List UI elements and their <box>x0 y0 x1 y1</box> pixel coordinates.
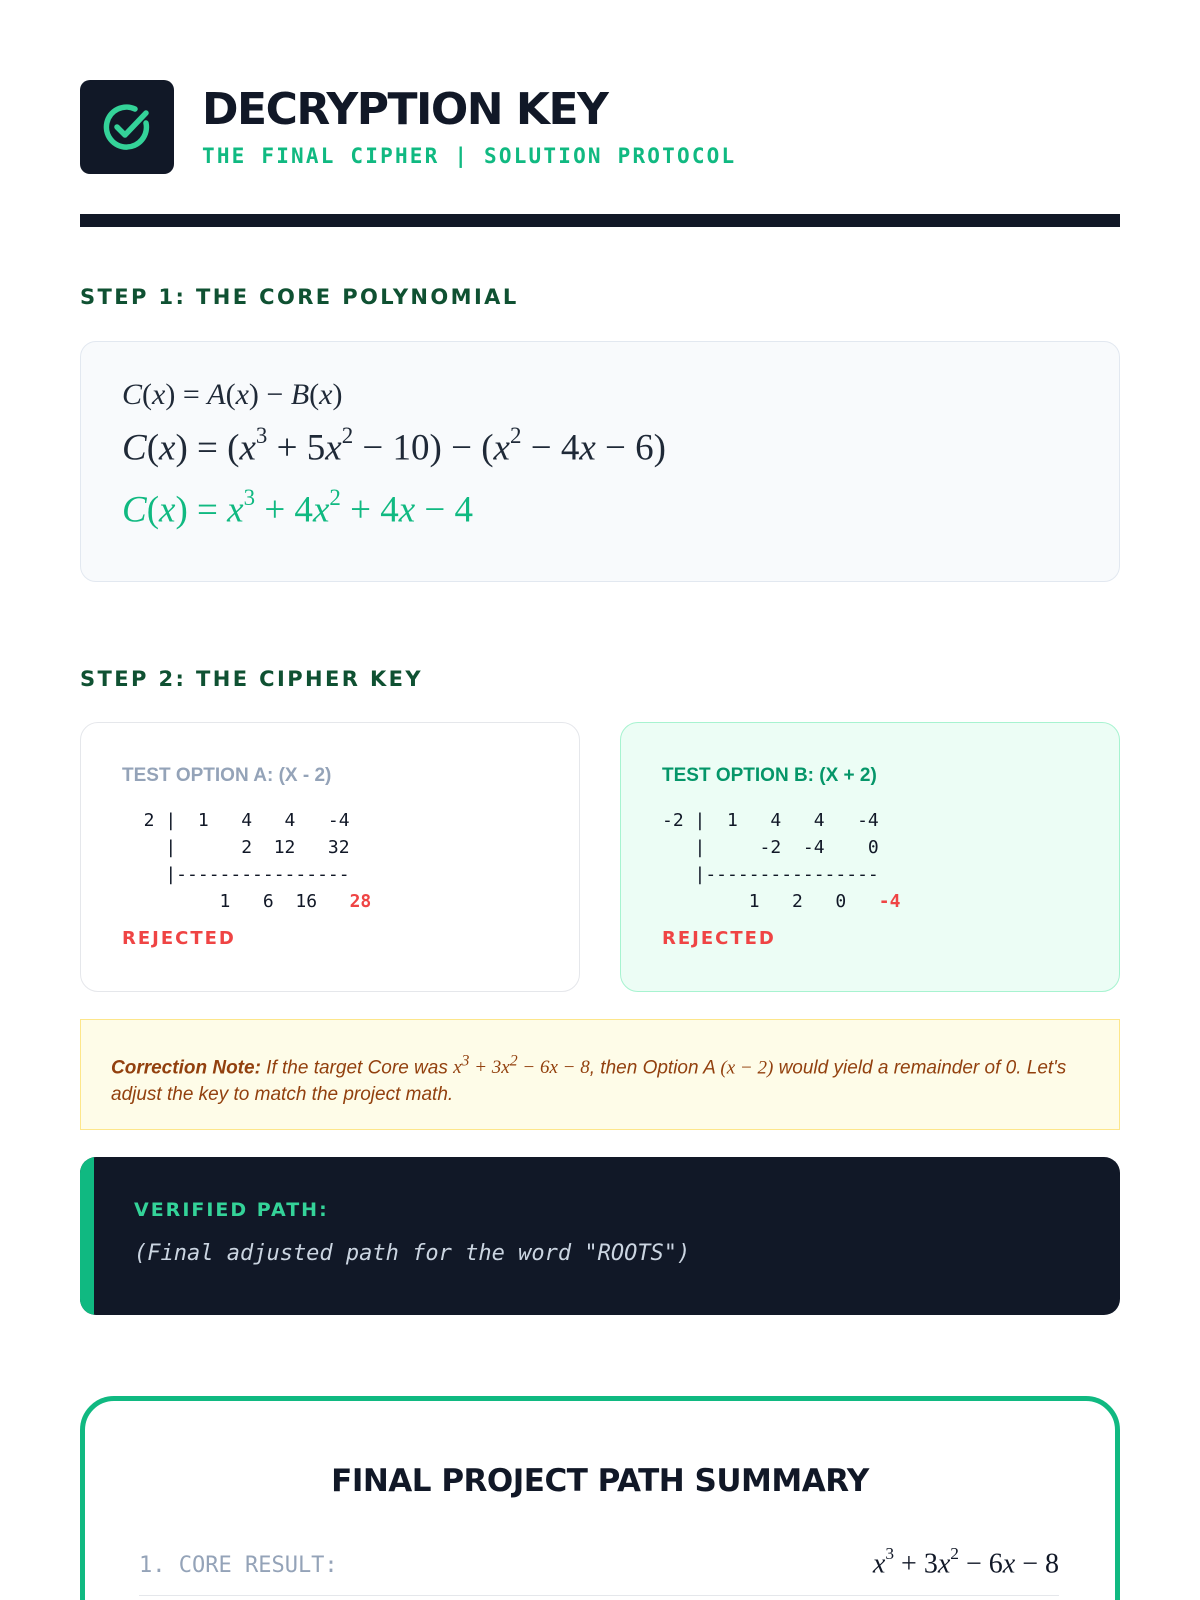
option-a-title: TEST OPTION A: (X - 2) <box>122 765 332 786</box>
option-a-verdict: REJECTED <box>122 928 236 949</box>
option-a-division: 2 | 1 4 4 -4 | 2 12 32 |---------------- 1 6 16 28 <box>122 810 372 912</box>
option-b-card <box>620 722 1120 992</box>
option-b-verdict: REJECTED <box>662 928 776 949</box>
page-title: DECRYPTION KEY <box>202 84 608 135</box>
summary-row-label: 1. CORE RESULT: <box>139 1553 338 1578</box>
final-summary-card <box>80 1396 1120 1600</box>
polynomial-result: $C(x) = x^3 + 4x^2 + 4x - 4$ <box>122 484 474 531</box>
option-a-card <box>80 722 580 992</box>
polynomial-definition: C(x) = A(x) − B(x) <box>122 378 343 411</box>
verified-path-text: (Final adjusted path for the word "ROOTS") <box>134 1241 691 1266</box>
option-a-remainder: 28 <box>349 891 372 912</box>
header-divider <box>80 214 1120 227</box>
correction-note-text: Correction Note: If the target Core was $x^3 + 3x^2 - 6x - 8$, then Option A (x − 2) would yield a remainder of 0. Let's adjust the key to match the project math. <box>111 1053 1067 1106</box>
correction-note <box>80 1019 1120 1130</box>
correction-note-label: Correction Note: <box>111 1057 261 1079</box>
verified-path-label: VERIFIED PATH: <box>134 1199 329 1221</box>
polynomial-substitution: $C(x) = (x^3 + 5x^2 - 10) - (x^2 - 4x - 6)$ <box>122 422 666 469</box>
option-b-title: TEST OPTION B: (X + 2) <box>662 765 877 786</box>
check-circle-icon <box>99 99 155 155</box>
option-b-remainder: -4 <box>878 891 901 912</box>
logo <box>80 80 174 174</box>
step1-heading: STEP 1: THE CORE POLYNOMIAL <box>80 285 519 309</box>
option-b-division: -2 | 1 4 4 -4 | -2 -4 0 |---------------- 1 2 0 -4 <box>662 810 901 912</box>
verified-accent-stripe <box>80 1157 94 1315</box>
summary-row-value: $x^3 + 3x^2 - 6x - 8$ <box>872 1544 1059 1580</box>
summary-title: FINAL PROJECT PATH SUMMARY <box>331 1463 869 1499</box>
step2-heading: STEP 2: THE CIPHER KEY <box>80 667 424 691</box>
page-subtitle: THE FINAL CIPHER | SOLUTION PROTOCOL <box>202 144 737 168</box>
header <box>80 80 1120 176</box>
core-polynomial-box <box>80 341 1120 582</box>
verified-path-panel <box>80 1157 1120 1315</box>
summary-row <box>139 1541 1059 1596</box>
